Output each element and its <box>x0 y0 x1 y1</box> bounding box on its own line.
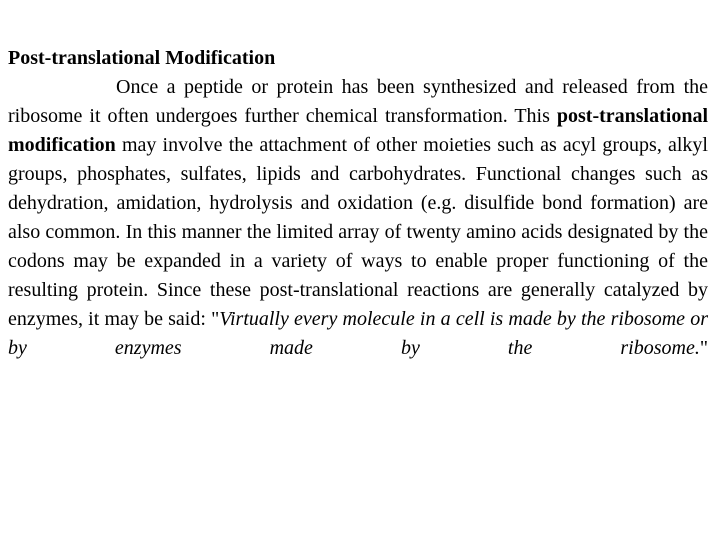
paragraph-closing-quote: " <box>699 337 708 359</box>
paragraph-quote: Virtually every molecule in a cell is made by the ribosome or by enzymes made by the ribosome. <box>8 308 708 359</box>
paragraph-bold-term: post-translational modification <box>8 105 708 156</box>
slide-content <box>8 44 708 363</box>
section-heading: Post-translational Modification <box>8 47 276 69</box>
paragraph-text-body: may involve the attachment of other moieties such as acyl groups, alkyl groups, phosphates, sulfates, lipids and carbohydrates. Functional changes such as dehydration, amidation, hydrolysis and oxidation (e.g. disulfide bond formation) are also common. In this manner the limited array of twenty amino acids designated by the codons may be expanded in a variety of ways to enable proper functioning of the resulting protein. Since these post-translational reactions are generally catalyzed by enzymes, it may be said: " <box>8 134 708 330</box>
paragraph-text-intro: Once a peptide or protein has been synthesized and released from the ribosome it often undergoes further chemical transformation. This <box>8 76 708 127</box>
body-paragraph <box>8 73 708 363</box>
